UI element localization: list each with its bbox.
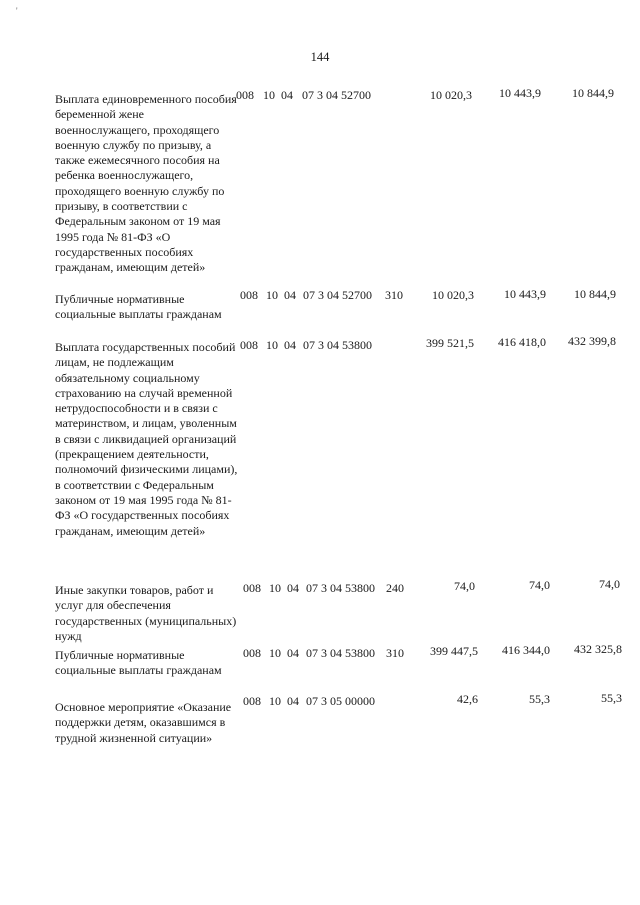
subsection-code: 04	[287, 694, 299, 708]
target-code: 07 3 05 00000	[306, 694, 375, 708]
year1-value: 10 020,3	[430, 88, 472, 102]
year1-value: 399 447,5	[430, 644, 478, 658]
year1-value: 10 020,3	[432, 288, 474, 302]
row-name: Иные закупки товаров, работ и услуг для обеспечения государственных (муниципальных) нужд	[55, 583, 237, 643]
expense-type-code: 240	[386, 581, 404, 595]
year3-value: 432 399,8	[568, 334, 616, 348]
year1-value: 74,0	[454, 579, 475, 593]
target-code: 07 3 04 52700	[303, 288, 372, 302]
subsection-code: 04	[284, 338, 296, 352]
section-code: 10	[269, 581, 281, 595]
section-code: 10	[263, 88, 275, 102]
year3-value: 74,0	[599, 577, 620, 591]
ministry-code: 008	[240, 288, 258, 302]
year3-value: 432 325,8	[574, 642, 622, 656]
section-code: 10	[266, 338, 278, 352]
subsection-code: 04	[287, 581, 299, 595]
page-number: 144	[310, 50, 330, 64]
section-code: 10	[266, 288, 278, 302]
year2-value: 416 418,0	[498, 335, 546, 349]
year2-value: 74,0	[529, 578, 550, 592]
expense-type-code: 310	[385, 288, 403, 302]
year3-value: 10 844,9	[574, 287, 616, 301]
year2-value: 10 443,9	[499, 86, 541, 100]
target-code: 07 3 04 52700	[302, 88, 371, 102]
ministry-code: 008	[243, 581, 261, 595]
row-name: Публичные нормативные социальные выплаты гражданам	[55, 292, 222, 322]
subsection-code: 04	[284, 288, 296, 302]
section-code: 10	[269, 646, 281, 660]
expense-type-code: 310	[386, 646, 404, 660]
row-name: Выплата единовременного пособия беременной жене военнослужащего, проходящего военную службу по призыву, а также ежемесячного пособия на ребенка военнослужащего, проходящего военную службу по призыву, в соответствии с Федеральным законом от 19 мая 1995 года № 81-ФЗ «О государственных пособиях гражданам, имеющим детей»	[55, 92, 237, 275]
year2-value: 10 443,9	[504, 287, 546, 301]
target-code: 07 3 04 53800	[303, 338, 372, 352]
year3-value: 55,3	[601, 691, 622, 705]
target-code: 07 3 04 53800	[306, 581, 375, 595]
subsection-code: 04	[287, 646, 299, 660]
year2-value: 416 344,0	[502, 643, 550, 657]
ministry-code: 008	[243, 646, 261, 660]
corner-mark: '	[16, 6, 18, 16]
ministry-code: 008	[243, 694, 261, 708]
subsection-code: 04	[281, 88, 293, 102]
ministry-code: 008	[240, 338, 258, 352]
year1-value: 42,6	[457, 692, 478, 706]
year1-value: 399 521,5	[426, 336, 474, 350]
year2-value: 55,3	[529, 692, 550, 706]
target-code: 07 3 04 53800	[306, 646, 375, 660]
section-code: 10	[269, 694, 281, 708]
year3-value: 10 844,9	[572, 86, 614, 100]
row-name: Публичные нормативные социальные выплаты гражданам	[55, 648, 222, 678]
row-name: Основное мероприятие «Оказание поддержки детям, оказавшимся в трудной жизненной ситуации»	[55, 700, 232, 745]
ministry-code: 008	[236, 88, 254, 102]
row-name: Выплата государственных пособий лицам, не подлежащим обязательному социальному страхованию на случай временной нетрудоспособности и в связи с материнством, и лицам, уволенным в связи с ликвидацией организаций (прекращением деятельности, полномочий физическими лицами), в соответствии с Федеральным законом от 19 мая 1995 года № 81-ФЗ «О государственных пособиях гражданам, имеющим детей»	[55, 340, 238, 538]
